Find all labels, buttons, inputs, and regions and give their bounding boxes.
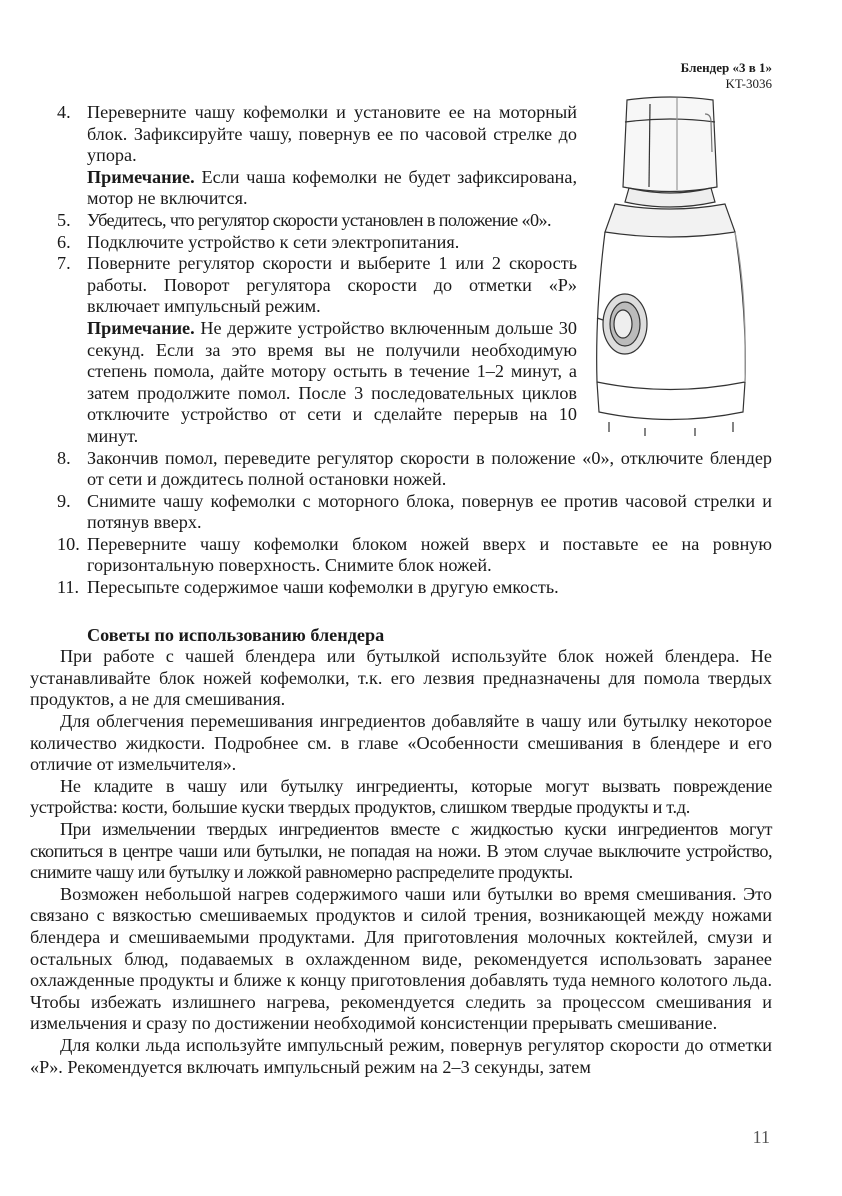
paragraph: При работе с чашей блендера или бутылкой используйте блок ножей блендера. Не устанавливайте блок ножей кофемолки, т.к. его лезвия предназначены для помола твердых продуктов, а не для смешивания. bbox=[30, 646, 772, 710]
paragraph: Для облегчения перемешивания ингредиентов добавляйте в чашу или бутылку некоторое количество жидкости. Подробнее см. в главе «Особенности смешивания в блендере и его отличие от измельчителя». bbox=[30, 711, 772, 775]
step-number: 4. bbox=[57, 102, 71, 122]
instruction-list-bottom bbox=[57, 448, 772, 599]
step-number: 5. bbox=[57, 209, 71, 230]
instruction-list-top bbox=[57, 102, 577, 448]
step-text: Убедитесь, что регулятор скорости установлен в положение «0». bbox=[87, 209, 551, 230]
note-item bbox=[57, 318, 577, 448]
step-text: Пересыпьте содержимое чаши кофемолки в другую емкость. bbox=[87, 577, 559, 598]
header-title: Блендер «3 в 1» bbox=[680, 60, 772, 75]
page-number: 11 bbox=[752, 1127, 770, 1147]
step-text: Поверните регулятор скорости и выберите 1 или 2 скорость работы. Поворот регулятора скорости до отметки «P» включает импульсный режим. bbox=[87, 253, 577, 317]
note-label: Примечание. bbox=[87, 317, 195, 338]
paragraph: Не кладите в чашу или бутылку ингредиенты, которые могут вызвать повреждение устройства: кости, большие куски твердых продуктов, слишком твердые продукты и т.д. bbox=[30, 775, 772, 818]
step-text: Закончив помол, переведите регулятор скорости в положение «0», отключите блендер от сети и дождитесь полной остановки ножей. bbox=[87, 447, 772, 490]
header-model: KT-3036 bbox=[725, 76, 772, 91]
note-text: Если чаша кофемолки не будет зафиксирована, мотор не включится. bbox=[87, 166, 577, 209]
step-text: Снимите чашу кофемолки с моторного блока, повернув ее против часовой стрелки и потянув вверх. bbox=[87, 490, 772, 533]
list-item bbox=[57, 232, 577, 254]
note-item bbox=[57, 167, 577, 210]
step-text: Подключите устройство к сети электропитания. bbox=[87, 231, 460, 252]
list-item bbox=[57, 210, 577, 232]
list-item bbox=[57, 102, 577, 167]
list-item bbox=[57, 491, 772, 534]
list-item bbox=[57, 534, 772, 577]
step-number: 9. bbox=[57, 490, 71, 511]
section-title: Советы по использованию блендера bbox=[87, 624, 385, 645]
step-number: 8. bbox=[57, 447, 71, 468]
step-number: 6. bbox=[57, 231, 71, 252]
list-item bbox=[57, 577, 772, 599]
paragraph: Возможен небольшой нагрев содержимого чаши или бутылки во время смешивания. Это связано с вязкостью смешиваемых продуктов и силой трения, возникающей между ножами блендера и смешиваемыми продуктами. Для приготовления молочных коктейлей, смузи и остальных блюд, подаваемых в охлажденном виде, рекомендуется использовать заранее охлажденные продукты и ближе к концу приготовления добавлять туда немного колотого льда. Чтобы избежать излишнего нагрева, рекомендуется следить за процессом смешивания и измельчения и сразу по достижении необходимой консистенции прерывать смешивание. bbox=[30, 883, 772, 1034]
paragraph: При измельчении твердых ингредиентов вместе с жидкостью куски ингредиентов могут скопиться в центре чаши или бутылки, не попадая на ножи. В этом случае выключите устройство, снимите чашу или бутылку и ложкой равномерно распределите продукты. bbox=[30, 819, 772, 883]
running-header bbox=[681, 60, 772, 92]
list-item bbox=[57, 253, 577, 318]
step-number: 11. bbox=[57, 577, 80, 598]
list-item bbox=[57, 448, 772, 491]
paragraph: Для колки льда используйте импульсный режим, повернув регулятор скорости до отметки «P». Рекомендуется включать импульсный режим на 2–3 секунды, затем bbox=[30, 1034, 772, 1077]
step-text: Переверните чашу кофемолки и установите ее на моторный блок. Зафиксируйте чашу, повернув ее по часовой стрелке до упора. bbox=[87, 102, 577, 166]
step-number: 7. bbox=[57, 253, 71, 274]
note-label: Примечание. bbox=[87, 166, 195, 187]
page-body bbox=[30, 102, 772, 1078]
note-text: Не держите устройство включенным дольше 30 секунд. Если за это время вы не получили необходимую степень помола, дайте мотору остыть в течение 1–2 минут, а затем продолжите помол. После 3 последовательных циклов отключите устройство от сети и сделайте перерыв на 10 минут. bbox=[87, 317, 577, 446]
step-number: 10. bbox=[57, 533, 80, 554]
step-text: Переверните чашу кофемолки блоком ножей вверх и поставьте ее на ровную горизонтальную поверхность. Снимите блок ножей. bbox=[87, 533, 772, 576]
tips-section bbox=[30, 646, 772, 1078]
